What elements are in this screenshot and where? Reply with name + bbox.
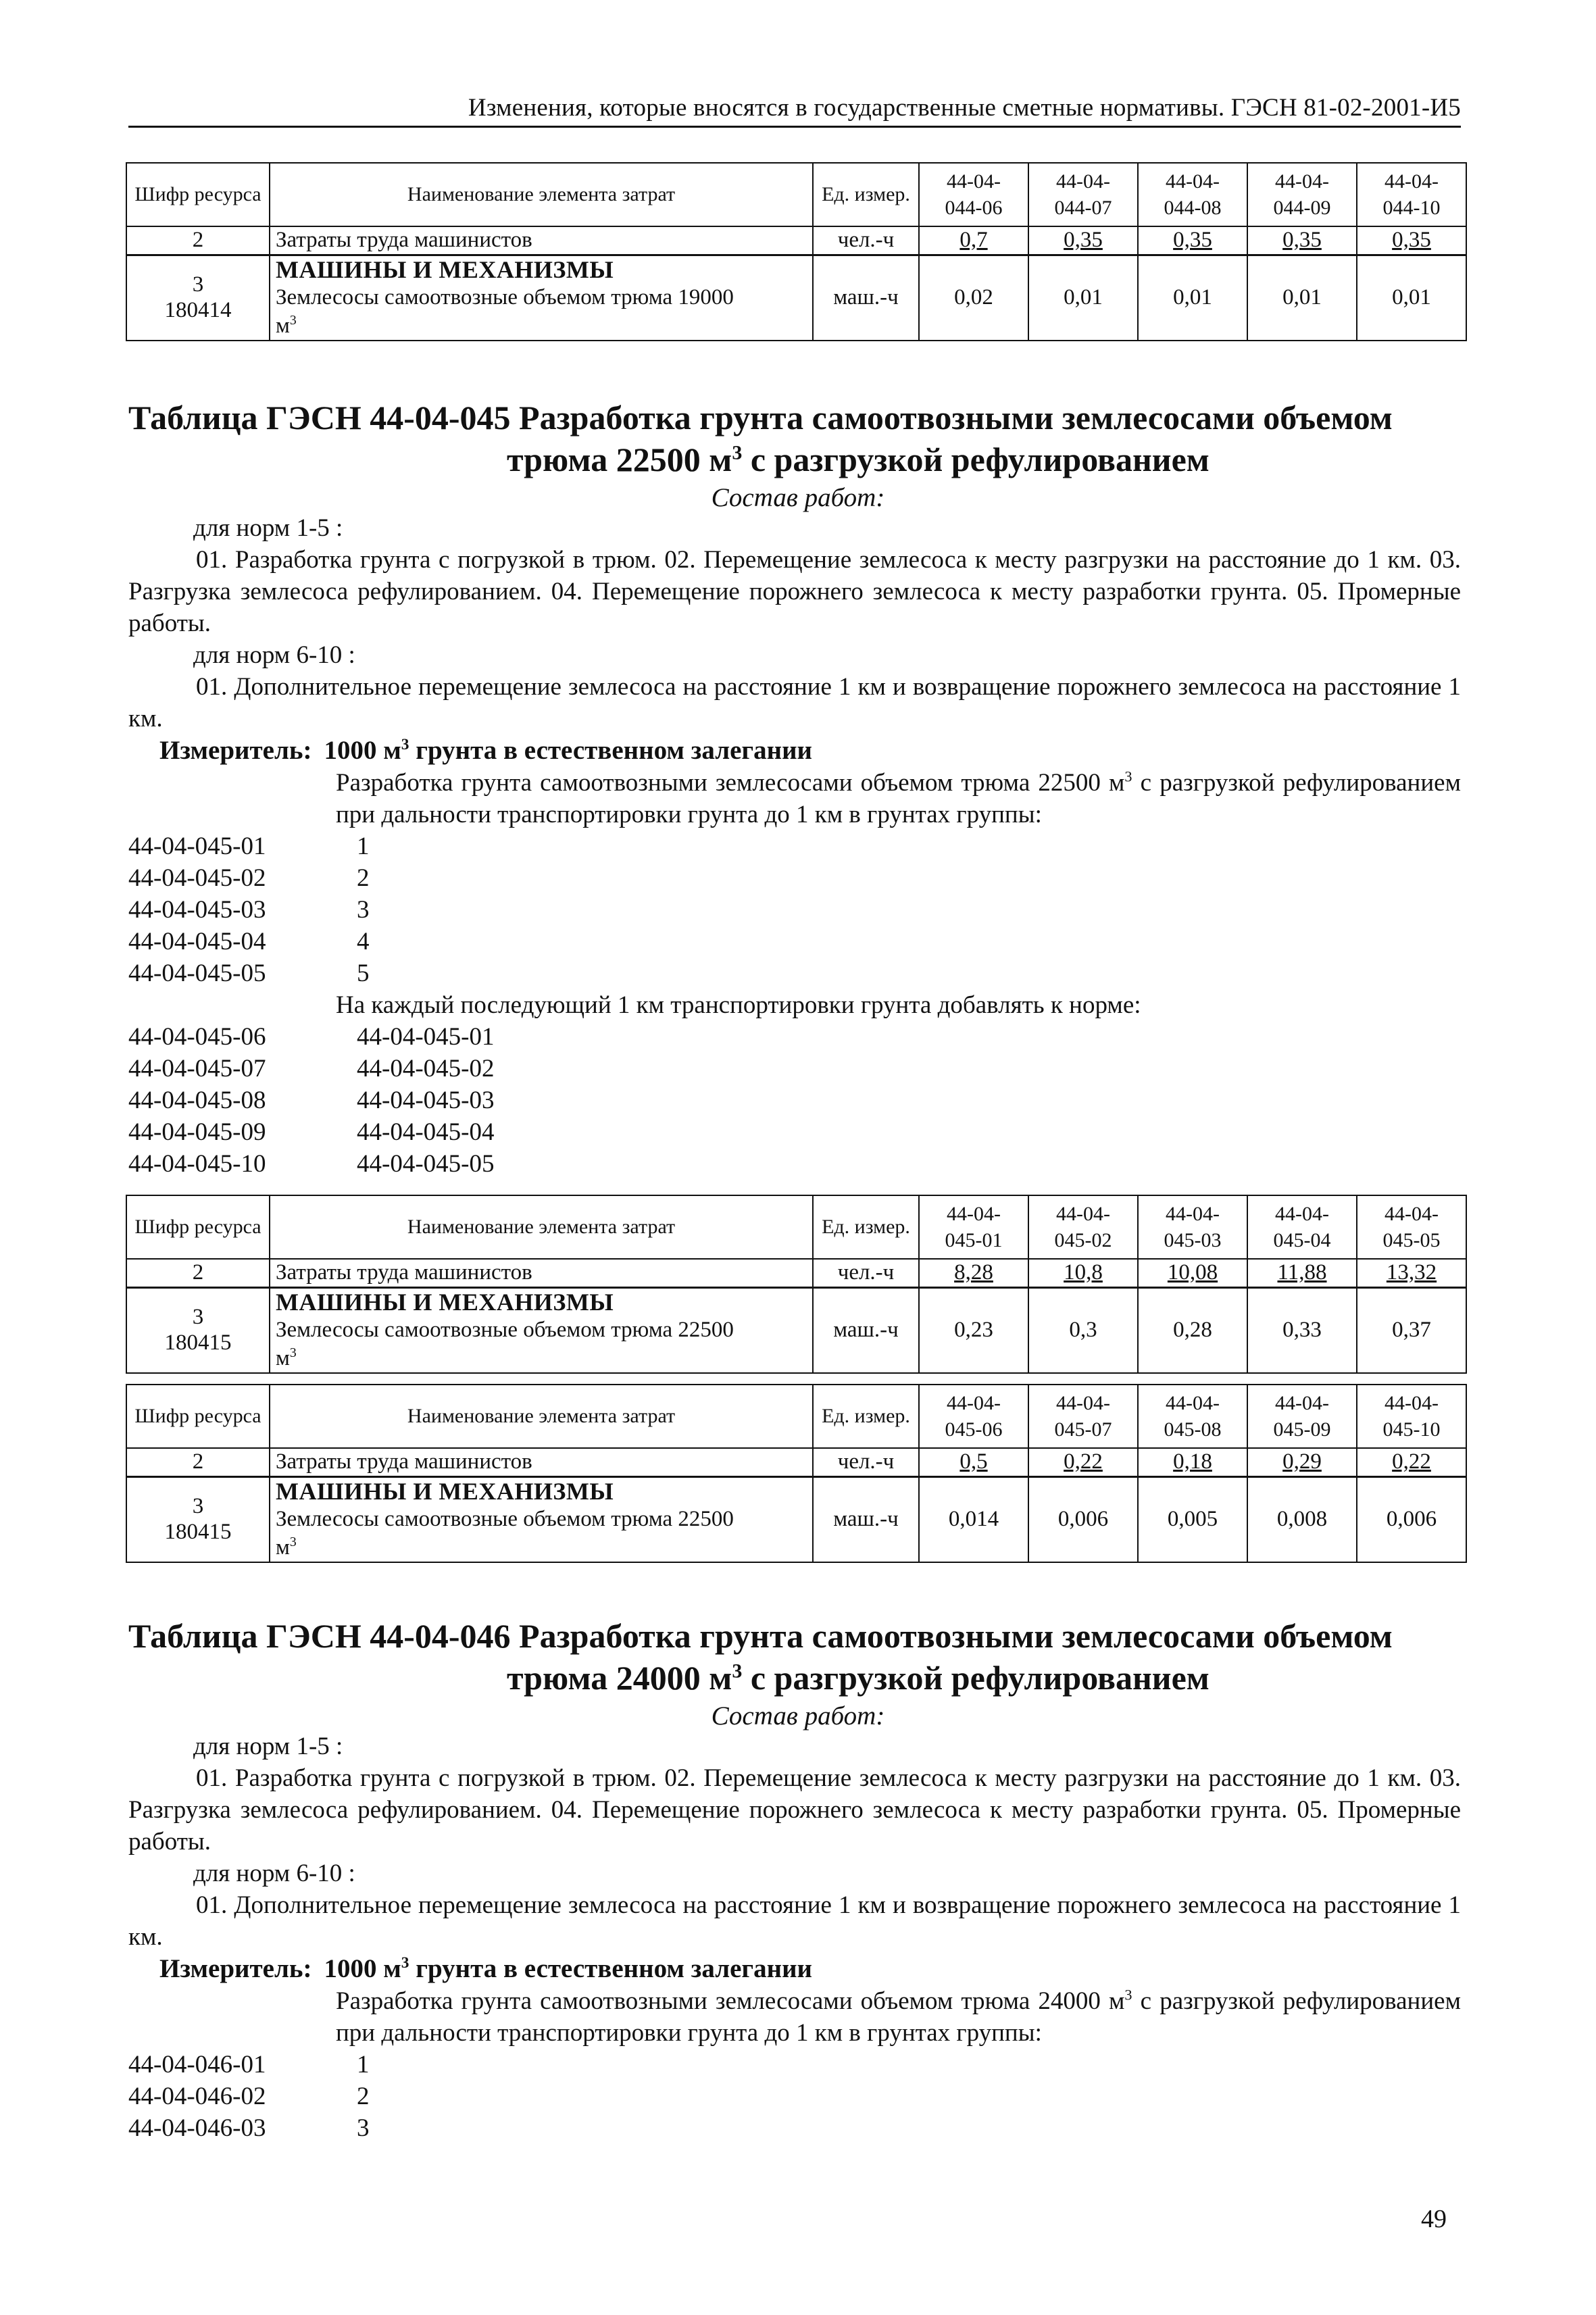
header-norm-code: 44-04- 045-02 [1028,1195,1138,1259]
row-value: 0,35 [1028,226,1138,255]
work-description: 01. Дополнительное перемещение землесоса на расстояние 1 км и возвращение порожнего землесоса на расстояние 1 км. [128,1891,1461,1951]
row-unit: чел.-ч [813,1448,919,1477]
header-norm-code: 44-04- 045-01 [919,1195,1028,1259]
row-value: 0,33 [1247,1288,1357,1373]
work-description: 01. Дополнительное перемещение землесоса на расстояние 1 км и возвращение порожнего землесоса на расстояние 1 км. [128,673,1461,732]
section-heading: МАШИНЫ И МЕХАНИЗМЫ [276,1478,614,1505]
labor-row [126,1259,1466,1288]
list-item: 44-04-045-03 3 [128,896,370,924]
list-item: 44-04-045-09 44-04-045-04 [128,1118,495,1146]
list-item: 44-04-045-10 44-04-045-05 [128,1150,495,1178]
header-name: Наименование элемента затрат [270,1195,813,1259]
row-value: 0,7 [919,226,1028,255]
header-unit: Ед. измер. [813,1385,919,1448]
row-value: 0,01 [1247,255,1357,341]
table-046-title: Таблица ГЭСН 44-04-046 Разработка грунта самоотвозными землесосами объемом трюма 24000 $м^3$ с разгрузкой рефулированием [128,1617,1393,1697]
norms-label: для норм 6-10 : [193,641,355,669]
table-header-row [126,163,1466,226]
header-norm-code: 44-04- 045-08 [1138,1385,1247,1448]
table-header-row [126,1195,1466,1259]
list-item: 44-04-045-02 2 [128,864,370,892]
header-norm-code: 44-04- 045-04 [1247,1195,1357,1259]
machine-row [126,1288,1466,1373]
row-value: 8,28 [919,1259,1028,1288]
row-value: 0,014 [919,1477,1028,1562]
row-name: МАШИНЫ И МЕХАНИЗМЫ Землесосы самоотвозные объемом трюма 22500 $м^3$ [270,1477,813,1562]
row-value: 0,22 [1357,1448,1466,1477]
list-item: 44-04-046-01 1 [128,2051,370,2078]
row-value: 0,01 [1357,255,1466,341]
header-name: Наименование элемента затрат [270,1385,813,1448]
row-value: 0,22 [1028,1448,1138,1477]
labor-row [126,226,1466,255]
row-unit: маш.-ч [813,255,919,341]
row-value: 13,32 [1357,1259,1466,1288]
per-km-note: На каждый последующий 1 км транспортировки грунта добавлять к норме: [336,991,1141,1019]
row-value: 0,18 [1138,1448,1247,1477]
list-item: 44-04-046-03 3 [128,2114,370,2142]
list-item: 44-04-046-02 2 [128,2083,370,2110]
row-code: 2 [126,226,270,255]
row-value: 0,3 [1028,1288,1138,1373]
row-code: 3 180414 [126,255,270,341]
row-value: 0,02 [919,255,1028,341]
row-value: 0,29 [1247,1448,1357,1477]
header-norm-code: 44-04- 045-03 [1138,1195,1247,1259]
norm-code-list [128,1021,494,1180]
machine-row [126,255,1466,341]
page-number: 49 [1421,2205,1447,2233]
norms-label: для норм 1-5 : [193,514,343,542]
row-unit: чел.-ч [813,1259,919,1288]
norms-label: для норм 1-5 : [193,1733,343,1760]
row-value: 0,35 [1247,226,1357,255]
resource-table-045-b [126,1384,1467,1563]
row-unit: маш.-ч [813,1288,919,1373]
work-composition-heading: Состав работ: [711,483,885,512]
header-code: Шифр ресурса [126,1195,270,1259]
row-value: 0,5 [919,1448,1028,1477]
machine-row [126,1477,1466,1562]
resource-table-044 [126,162,1467,341]
list-item: 44-04-045-08 44-04-045-03 [128,1087,495,1114]
resource-table-045-a [126,1195,1467,1374]
header-norm-code: 44-04- 044-10 [1357,163,1466,226]
section-heading: МАШИНЫ И МЕХАНИЗМЫ [276,256,614,283]
row-name: Затраты труда машинистов [270,226,813,255]
header-name: Наименование элемента затрат [270,163,813,226]
row-value: 0,01 [1138,255,1247,341]
header-norm-code: 44-04- 045-05 [1357,1195,1466,1259]
header-norm-code: 44-04- 045-09 [1247,1385,1357,1448]
list-item: 44-04-045-07 44-04-045-02 [128,1055,495,1082]
header-rule [128,126,1461,128]
list-item: 44-04-045-06 44-04-045-01 [128,1023,495,1051]
row-value: 10,8 [1028,1259,1138,1288]
section-heading: МАШИНЫ И МЕХАНИЗМЫ [276,1289,614,1316]
header-code: Шифр ресурса [126,163,270,226]
row-value: 0,01 [1028,255,1138,341]
list-item: 44-04-045-05 5 [128,960,370,987]
row-name: Затраты труда машинистов [270,1259,813,1288]
list-item: 44-04-045-04 4 [128,928,370,955]
header-norm-code: 44-04- 044-07 [1028,163,1138,226]
norm-description: Разработка грунта самоотвозными землесосами объемом трюма 22500 $м^3$ с разгрузкой рефулированием при дальности транспортировки грунта до 1 км в грунтах группы: [336,768,1461,828]
measure-unit: Измеритель: 1000 $м^3$ грунта в естественном залегании [159,1954,813,1983]
table-header-row [126,1385,1466,1448]
work-description: 01. Разработка грунта с погрузкой в трюм. 02. Перемещение землесоса к месту разгрузки на расстояние до 1 км. 03. Разгрузка землесоса рефулированием. 04. Перемещение порожнего землесоса к месту разработки грунта. 05. Промерные работы. [128,546,1461,637]
header-unit: Ед. измер. [813,163,919,226]
norm-code-list [128,2049,370,2144]
header-norm-code: 44-04- 045-06 [919,1385,1028,1448]
row-value: 0,008 [1247,1477,1357,1562]
labor-row [126,1448,1466,1477]
row-value: 0,006 [1028,1477,1138,1562]
header-norm-code: 44-04- 045-07 [1028,1385,1138,1448]
row-unit: маш.-ч [813,1477,919,1562]
header-norm-code: 44-04- 044-09 [1247,163,1357,226]
row-value: 0,28 [1138,1288,1247,1373]
table-045-title: Таблица ГЭСН 44-04-045 Разработка грунта самоотвозными землесосами объемом трюма 22500 $м^3$ с разгрузкой рефулированием [128,399,1393,478]
row-name: МАШИНЫ И МЕХАНИЗМЫ Землесосы самоотвозные объемом трюма 22500 $м^3$ [270,1288,813,1373]
norms-label: для норм 6-10 : [193,1860,355,1887]
row-value: 0,35 [1357,226,1466,255]
row-unit: чел.-ч [813,226,919,255]
row-name: МАШИНЫ И МЕХАНИЗМЫ Землесосы самоотвозные объемом трюма 19000 $м^3$ [270,255,813,341]
measure-unit: Измеритель: 1000 $м^3$ грунта в естественном залегании [159,736,813,765]
norm-description: Разработка грунта самоотвозными землесосами объемом трюма 24000 $м^3$ с разгрузкой рефулированием при дальности транспортировки грунта до 1 км в грунтах группы: [336,1986,1461,2047]
row-value: 10,08 [1138,1259,1247,1288]
row-code: 3 180415 [126,1288,270,1373]
row-value: 0,37 [1357,1288,1466,1373]
row-code: 3 180415 [126,1477,270,1562]
row-code: 2 [126,1448,270,1477]
work-composition-heading: Состав работ: [711,1701,885,1731]
header-norm-code: 44-04- 045-10 [1357,1385,1466,1448]
row-name: Затраты труда машинистов [270,1448,813,1477]
norm-code-list [128,830,370,989]
row-value: 0,23 [919,1288,1028,1373]
running-header: Изменения, которые вносятся в государственные сметные нормативы. ГЭСН 81-02-2001-И5 [468,94,1461,122]
row-value: 11,88 [1247,1259,1357,1288]
header-code: Шифр ресурса [126,1385,270,1448]
header-unit: Ед. измер. [813,1195,919,1259]
header-norm-code: 44-04- 044-06 [919,163,1028,226]
row-code: 2 [126,1259,270,1288]
list-item: 44-04-045-01 1 [128,832,370,860]
row-value: 0,35 [1138,226,1247,255]
work-description: 01. Разработка грунта с погрузкой в трюм. 02. Перемещение землесоса к месту разгрузки на расстояние до 1 км. 03. Разгрузка землесоса рефулированием. 04. Перемещение порожнего землесоса к месту разработки грунта. 05. Промерные работы. [128,1764,1461,1856]
header-norm-code: 44-04- 044-08 [1138,163,1247,226]
row-value: 0,005 [1138,1477,1247,1562]
row-value: 0,006 [1357,1477,1466,1562]
